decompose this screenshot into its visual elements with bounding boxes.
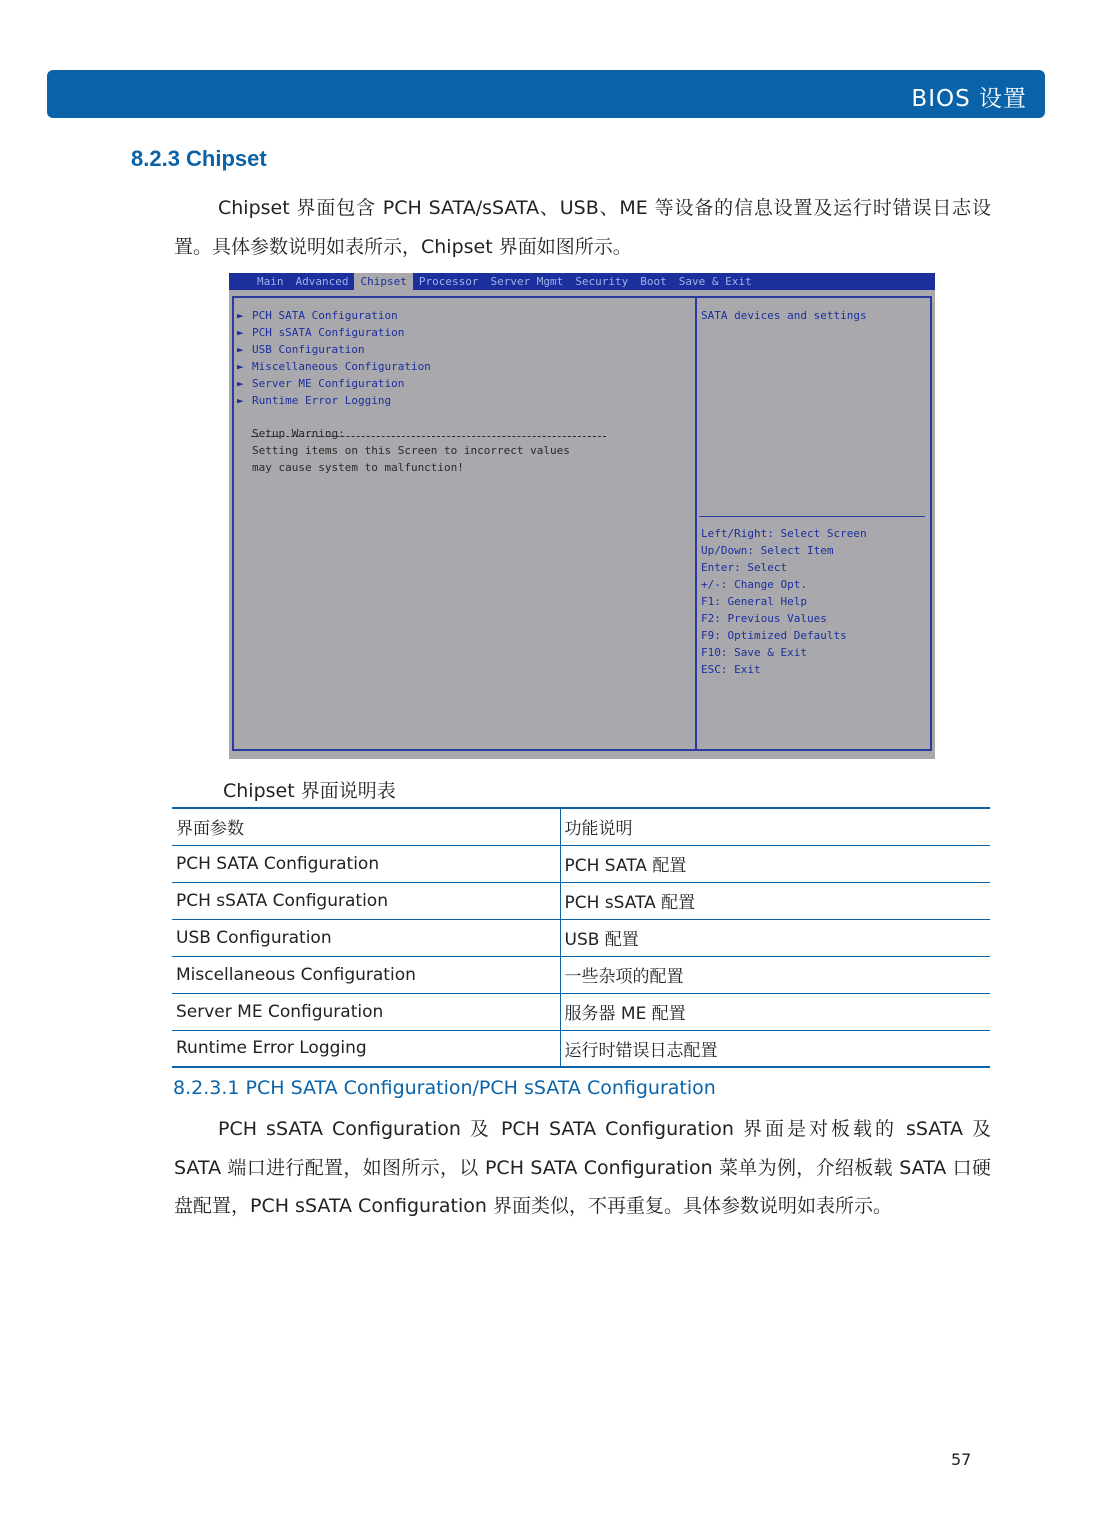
table-cell: 一些杂项的配置 [560,956,990,993]
bios-tab-main[interactable]: Main [257,275,284,288]
bios-item-label: PCH SATA Configuration [252,309,398,322]
table-cell: 服务器 ME 配置 [560,993,990,1030]
subsection-paragraph: PCH sSATA Configuration 及 PCH SATA Configuration 界面是对板载的 sSATA 及 SATA 端口进行配置，如图所示，以 PCH SATA Configuration 菜单为例，介绍板载 SATA 口硬盘配置，PCH sSATA Configuration 界面类似，不再重复。具体参数说明如表所示。 [174,1118,991,1217]
table-row [172,845,990,882]
table-cell: PCH SATA 配置 [560,845,990,882]
bios-screenshot [229,273,935,759]
table-row [172,956,990,993]
submenu-arrow-icon: ► [237,394,244,407]
header-bar [47,70,1045,118]
table-cell: USB Configuration [172,919,560,956]
table-header-cell: 界面参数 [172,808,560,845]
bios-tab-advanced[interactable]: Advanced [295,275,349,288]
table-caption: Chipset 界面说明表 [223,780,396,802]
submenu-arrow-icon: ► [237,309,244,322]
table-cell: 运行时错误日志配置 [560,1030,990,1067]
bios-warning-line: may cause system to malfunction! [252,461,464,474]
table-cell: Miscellaneous Configuration [172,956,560,993]
bios-tab-security[interactable]: Security [575,275,629,288]
table-cell: PCH SATA Configuration [172,845,560,882]
bios-item-label: Miscellaneous Configuration [252,360,431,373]
bios-tab-boot[interactable]: Boot [640,275,667,288]
submenu-arrow-icon: ► [237,326,244,339]
bios-item-pch-ssata[interactable] [237,325,404,341]
bios-item-label: PCH sSATA Configuration [252,326,405,339]
bios-help-divider [699,516,925,517]
bios-item-pch-sata[interactable] [237,308,398,324]
submenu-arrow-icon: ► [237,360,244,373]
bios-item-misc[interactable] [237,359,431,375]
bios-tab-processor[interactable]: Processor [418,275,479,288]
bios-main-panel [232,296,697,751]
table-cell: USB 配置 [560,919,990,956]
bios-help-panel [697,296,932,751]
bios-key-hint: F2: Previous Values [701,612,827,625]
bios-tab-save-exit[interactable]: Save & Exit [678,275,752,288]
bios-key-hint: Enter: Select [701,561,788,574]
header-title: BIOS 设置 [911,86,1027,112]
bios-help-text: SATA devices and settings [701,309,867,322]
table-row [172,993,990,1030]
bios-item-label: USB Configuration [252,343,365,356]
bios-tab-chipset[interactable]: Chipset [354,273,412,290]
bios-item-runtime-error[interactable] [237,393,391,409]
table-cell: Server ME Configuration [172,993,560,1030]
bios-item-label: Server ME Configuration [252,377,405,390]
table-header-cell: 功能说明 [560,808,990,845]
table-cell: PCH sSATA Configuration [172,882,560,919]
submenu-arrow-icon: ► [237,377,244,390]
intro-paragraph: Chipset 界面包含 PCH SATA/sSATA、USB、ME 等设备的信息设置及运行时错误日志设置。具体参数说明如表所示，Chipset 界面如图所示。 [174,197,991,258]
table-row [172,919,990,956]
bios-key-hint: F9: Optimized Defaults [701,629,847,642]
submenu-arrow-icon: ► [237,343,244,356]
bios-item-server-me[interactable] [237,376,404,392]
table-cell: PCH sSATA 配置 [560,882,990,919]
table-row [172,1030,990,1067]
chipset-table [172,807,990,1068]
bios-warning-line: Setting items on this Screen to incorrect values [252,444,570,457]
bios-item-usb[interactable] [237,342,365,358]
bios-tab-server-mgmt[interactable]: Server Mgmt [490,275,564,288]
bios-menubar [229,273,935,290]
bios-key-hint: Left/Right: Select Screen [701,527,867,540]
bios-key-hint: Up/Down: Select Item [701,544,834,557]
bios-key-hint: F1: General Help [701,595,807,608]
table-cell: Runtime Error Logging [172,1030,560,1067]
table-row [172,882,990,919]
bios-warning-title: Setup Warning: [252,427,345,440]
section-title: 8.2.3 Chipset [131,146,267,171]
bios-key-hint: F10: Save & Exit [701,646,807,659]
table-header-row [172,808,990,845]
bios-key-hint: ESC: Exit [701,663,761,676]
bios-key-hint: +/-: Change Opt. [701,578,807,591]
bios-item-label: Runtime Error Logging [252,394,392,407]
page-number: 57 [951,1450,972,1469]
subsection-title: 8.2.3.1 PCH SATA Configuration/PCH sSATA Configuration [173,1077,716,1099]
